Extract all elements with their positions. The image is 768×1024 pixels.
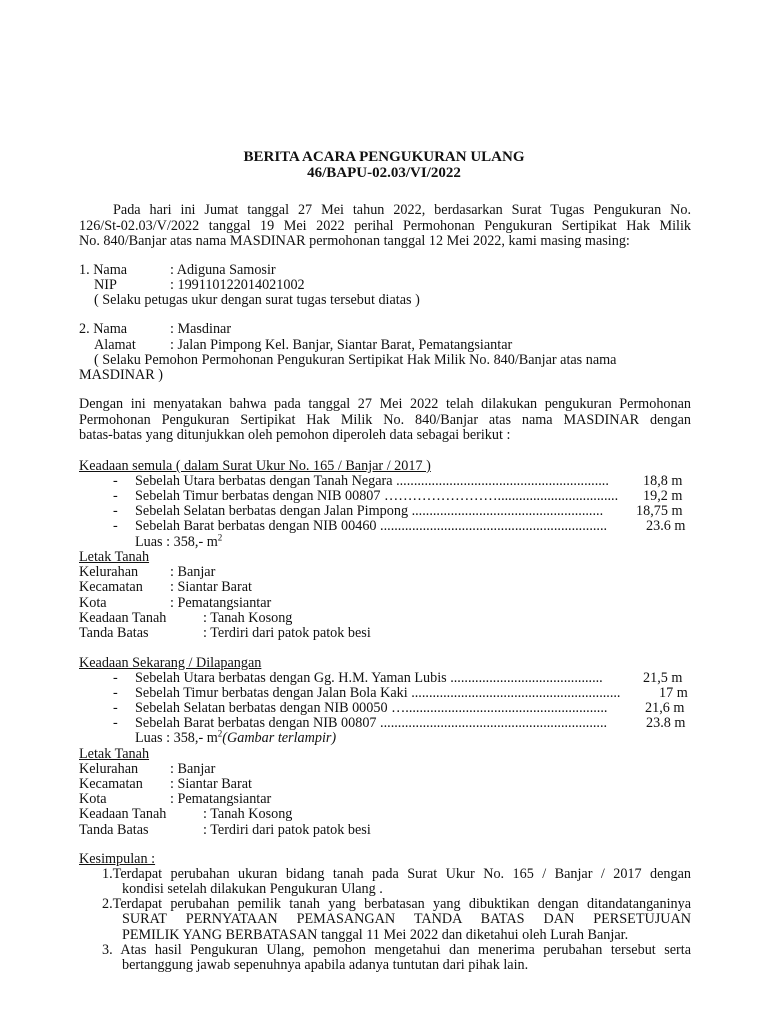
current-kecamatan-label: Kecamatan bbox=[79, 776, 143, 792]
current-boundary-east: Sebelah Timur berbatas dengan Jalan Bola Kaki ........................................................... bbox=[135, 685, 621, 701]
initial-boundary-south-value: 18,75 m bbox=[636, 503, 683, 519]
intro-line-2: 126/St-02.03/V/2022 tanggal 19 Mei 2022 perihal Permohonan Pengukuran Sertipikat Hak Milik bbox=[79, 218, 691, 234]
initial-boundary-west-value: 23.6 m bbox=[646, 518, 686, 534]
document-title: BERITA ACARA PENGUKURAN ULANG bbox=[243, 149, 525, 165]
person1-nip-label: NIP bbox=[94, 277, 117, 293]
conclusion-2-line-3: PEMILIK YANG BERBATASAN tanggal 11 Mei 2022 dan diketahui oleh Lurah Banjar. bbox=[122, 927, 629, 943]
bullet-dash: - bbox=[113, 715, 118, 731]
bullet-dash: - bbox=[113, 700, 118, 716]
initial-boundary-south: Sebelah Selatan berbatas dengan Jalan Pimpong ...................................................... bbox=[135, 503, 604, 519]
current-boundary-south-value: 21,6 m bbox=[645, 700, 685, 716]
current-boundary-south: Sebelah Selatan berbatas dengan NIB 00050 …......................................................... bbox=[135, 700, 608, 716]
person1-role: ( Selaku petugas ukur dengan surat tugas tersebut diatas ) bbox=[94, 292, 420, 308]
initial-kelurahan-label: Kelurahan bbox=[79, 564, 139, 580]
person2-label: 2. Nama bbox=[79, 321, 128, 337]
current-location-heading: Letak Tanah bbox=[79, 746, 150, 762]
current-kelurahan-value: : Banjar bbox=[170, 761, 216, 777]
current-kota-value: : Pematangsiantar bbox=[170, 791, 272, 807]
current-area-note: (Gambar terlampir) bbox=[222, 730, 337, 746]
bullet-dash: - bbox=[113, 670, 118, 686]
initial-location-heading: Letak Tanah bbox=[79, 549, 150, 565]
initial-boundary-east: Sebelah Timur berbatas dengan NIB 00807 …………………….................................. bbox=[135, 488, 619, 504]
current-tanda-label: Tanda Batas bbox=[79, 822, 149, 838]
bullet-dash: - bbox=[113, 685, 118, 701]
current-keadaan-label: Keadaan Tanah bbox=[79, 806, 167, 822]
current-heading: Keadaan Sekarang / Dilapangan bbox=[79, 655, 262, 671]
initial-kecamatan-value: : Siantar Barat bbox=[170, 579, 252, 595]
current-boundary-east-value: 17 m bbox=[659, 685, 688, 701]
initial-boundary-west: Sebelah Barat berbatas dengan NIB 00460 ................................................................ bbox=[135, 518, 608, 534]
current-area: Luas : 358,- $m^2(Gambar$ terlampir) bbox=[135, 728, 337, 746]
initial-boundary-east-value: 19,2 m bbox=[643, 488, 683, 504]
initial-kota-label: Kota bbox=[79, 595, 107, 611]
document-number: 46/BAPU-02.03/VI/2022 bbox=[307, 165, 461, 181]
statement-line-2: Permohonan Pengukuran Sertipikat Hak Milik No. 840/Banjar atas nama MASDINAR dengan bbox=[79, 412, 691, 428]
bullet-dash: - bbox=[113, 518, 118, 534]
current-kota-label: Kota bbox=[79, 791, 107, 807]
person1-label: 1. Nama bbox=[79, 262, 128, 278]
statement-line-1: Dengan ini menyatakan bahwa pada tanggal 27 Mei 2022 telah dilakukan pengukuran Permohonan bbox=[79, 396, 691, 412]
conclusion-3-line-2: bertanggung jawab sepenuhnya apabila adanya tuntutan dari pihak lain. bbox=[122, 957, 529, 973]
conclusion-heading: Kesimpulan : bbox=[79, 851, 156, 867]
initial-heading: Keadaan semula ( dalam Surat Ukur No. 165 / Banjar / 2017 ) bbox=[79, 458, 431, 474]
person1-nip: : 199110122014021002 bbox=[170, 277, 305, 293]
conclusion-2-line-2: SURAT PERNYATAAN PEMASANGAN TANDA BATAS DAN PERSETUJUAN bbox=[122, 911, 691, 927]
intro-line-1: Pada hari ini Jumat tanggal 27 Mei tahun 2022, berdasarkan Surat Tugas Pengukuran No. bbox=[113, 202, 691, 218]
person2-address: : Jalan Pimpong Kel. Banjar, Siantar Barat, Pematangsiantar bbox=[170, 337, 513, 353]
initial-tanda-value: : Terdiri dari patok patok besi bbox=[203, 625, 371, 641]
initial-kota-value: : Pematangsiantar bbox=[170, 595, 272, 611]
initial-boundary-north-value: 18,8 m bbox=[643, 473, 683, 489]
bullet-dash: - bbox=[113, 473, 118, 489]
conclusion-2-line-1: 2.Terdapat perubahan pemilik tanah yang berbatasan yang dibuktikan dengan ditandatanganinya bbox=[102, 896, 691, 912]
person2-role-line-2: MASDINAR ) bbox=[79, 367, 163, 383]
current-boundary-north: Sebelah Utara berbatas dengan Gg. H.M. Yaman Lubis ........................................... bbox=[135, 670, 603, 686]
person2-role-line-1: ( Selaku Pemohon Permohonan Pengukuran Sertipikat Hak Milik No. 840/Banjar atas nama bbox=[94, 352, 617, 368]
initial-keadaan-value: : Tanah Kosong bbox=[203, 610, 293, 626]
initial-keadaan-label: Keadaan Tanah bbox=[79, 610, 167, 626]
initial-tanda-label: Tanda Batas bbox=[79, 625, 149, 641]
bullet-dash: - bbox=[113, 503, 118, 519]
conclusion-3-line-1: 3. Atas hasil Pengukuran Ulang, pemohon mengetahui dan menerima perubahan tersebut serta bbox=[102, 942, 691, 958]
current-kecamatan-value: : Siantar Barat bbox=[170, 776, 252, 792]
current-boundary-north-value: 21,5 m bbox=[643, 670, 683, 686]
conclusion-1-line-1: 1.Terdapat perubahan ukuran bidang tanah pada Surat Ukur No. 165 / Banjar / 2017 dengan bbox=[102, 866, 691, 882]
person2-address-label: Alamat bbox=[94, 337, 136, 353]
current-keadaan-value: : Tanah Kosong bbox=[203, 806, 293, 822]
statement-line-3: batas-batas yang ditunjukkan oleh pemohon diperoleh data sebagai berikut : bbox=[79, 427, 511, 443]
current-boundary-west: Sebelah Barat berbatas dengan NIB 00807 ................................................................ bbox=[135, 715, 608, 731]
bullet-dash: - bbox=[113, 488, 118, 504]
initial-kelurahan-value: : Banjar bbox=[170, 564, 216, 580]
conclusion-1-line-2: kondisi setelah dilakukan Pengukuran Ulang . bbox=[122, 881, 383, 897]
initial-area: Luas : 358,- $m^2$ bbox=[135, 532, 223, 550]
initial-boundary-north: Sebelah Utara berbatas dengan Tanah Negara ............................................................ bbox=[135, 473, 609, 489]
intro-line-3: No. 840/Banjar atas nama MASDINAR permohonan tanggal 12 Mei 2022, kami masing masing: bbox=[79, 233, 630, 249]
current-tanda-value: : Terdiri dari patok patok besi bbox=[203, 822, 371, 838]
current-kelurahan-label: Kelurahan bbox=[79, 761, 139, 777]
initial-kecamatan-label: Kecamatan bbox=[79, 579, 143, 595]
current-boundary-west-value: 23.8 m bbox=[646, 715, 686, 731]
person2-name: : Masdinar bbox=[170, 321, 232, 337]
person1-name: : Adiguna Samosir bbox=[170, 262, 276, 278]
